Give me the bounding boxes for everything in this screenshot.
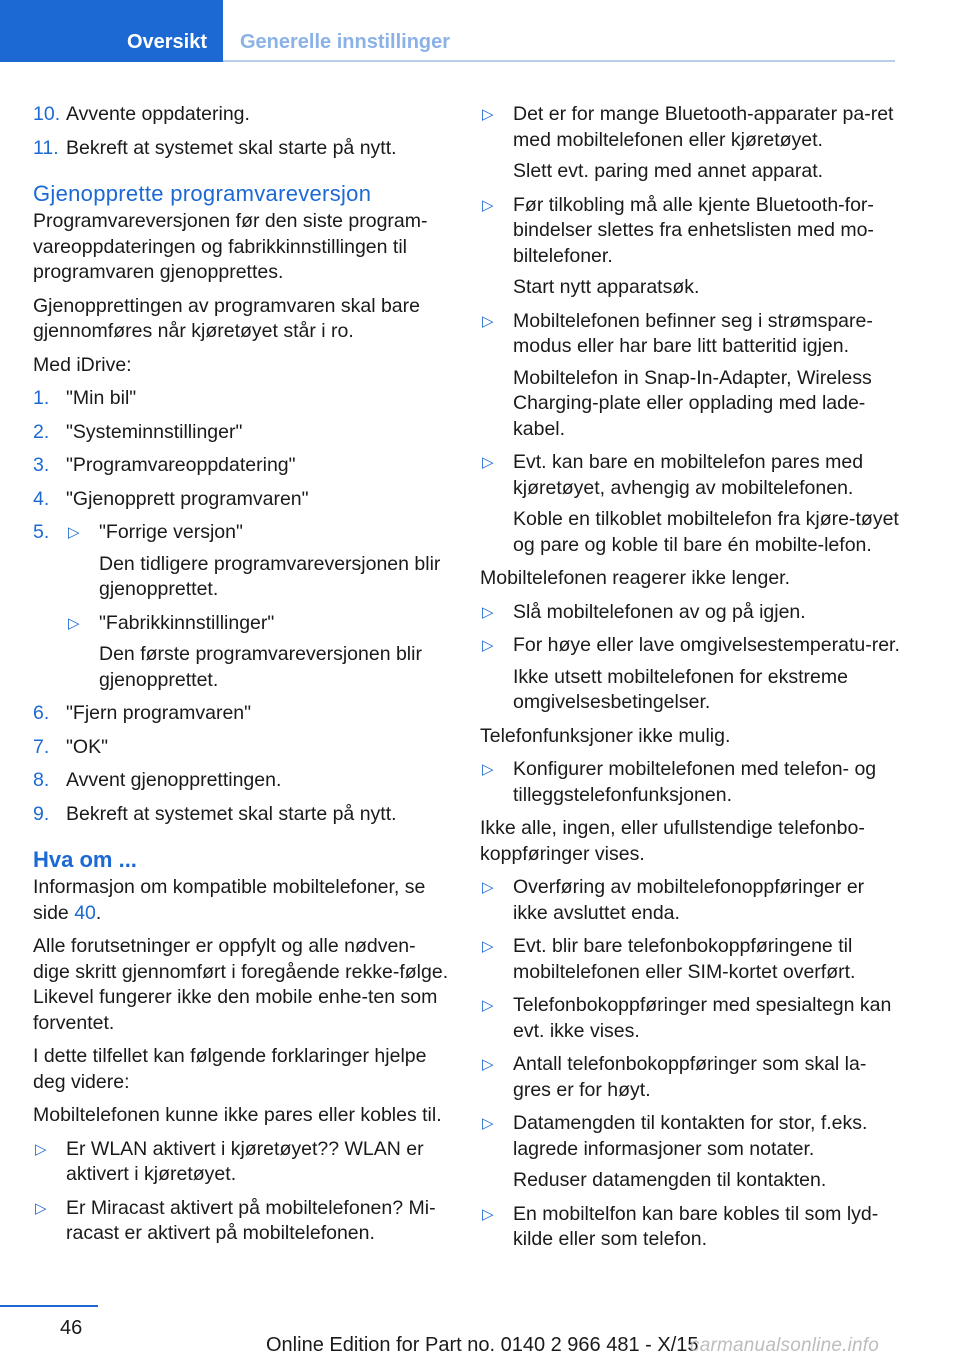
- paragraph: Med iDrive:: [33, 353, 132, 376]
- step-item: [33, 735, 451, 761]
- sub-bullet-text: "Forrige versjon": [99, 521, 243, 543]
- step-item: [33, 701, 451, 727]
- bullet-text: Datamengden til kontakten for stor, f.eks. lagrede informasjoner som notater.: [513, 1112, 868, 1160]
- list-item: [33, 136, 451, 162]
- triangle-bullet-icon: ▷: [35, 1199, 47, 1217]
- step-text: "Programvareoppdatering": [66, 454, 296, 476]
- paragraph: Ikke alle, ingen, eller ufullstendige telefonbo-koppføringer vises.: [480, 817, 865, 865]
- triangle-bullet-icon: ▷: [482, 938, 494, 955]
- step-item: [33, 420, 451, 446]
- bullet-text: Før tilkobling må alle kjente Bluetooth-for-bindelser slettes fra enhetslisten med mo-biltelefoner.: [513, 193, 874, 267]
- right-column: [480, 102, 900, 1261]
- triangle-bullet-icon: ▷: [482, 196, 494, 214]
- step-text: "Systeminnstillinger": [66, 420, 243, 443]
- left-column: [33, 102, 451, 1255]
- bullet-text: En mobiltelfon kan bare kobles til som lyd-kilde eller som telefon.: [513, 1202, 879, 1250]
- page-header: [0, 0, 960, 64]
- bullet-item: [480, 450, 900, 558]
- step-number: 7.: [33, 735, 50, 758]
- bullet-item: [480, 993, 900, 1044]
- paragraph: Mobiltelefonen reagerer ikke lenger.: [480, 567, 791, 589]
- bullet-description: Slett evt. paring med annet apparat.: [513, 160, 824, 182]
- triangle-bullet-icon: ▷: [482, 997, 494, 1014]
- page-number: 46: [60, 1317, 83, 1339]
- step-text: "Fjern programvaren": [66, 702, 252, 724]
- step-number: 4.: [33, 487, 50, 510]
- sub-bullet-text: "Fabrikkinnstillinger": [99, 611, 275, 634]
- triangle-bullet-icon: ▷: [482, 879, 494, 896]
- bullet-item: [33, 1196, 451, 1247]
- step-text: "Min bil": [66, 387, 137, 409]
- step-item: [33, 520, 451, 693]
- paragraph: Programvareversjonen før den siste program-vareoppdateringen og fabrikkinnstillingen til programvaren gjenopprettes.: [33, 210, 428, 283]
- tab-oversikt[interactable]: Oversikt: [126, 31, 207, 53]
- triangle-bullet-icon: ▷: [482, 312, 494, 330]
- bullet-text: Det er for mange Bluetooth-apparater pa-ret med mobiltelefonen eller kjøretøyet.: [513, 103, 894, 151]
- step-text: "OK": [66, 735, 109, 758]
- triangle-bullet-icon: ▷: [482, 761, 494, 778]
- paragraph: Alle forutsetninger er oppfylt og alle nødven-dige skritt gjennomført i foregående rekke-følge. Likevel fungerer ikke den mobile enhe-ten som forventet.: [33, 935, 449, 1034]
- watermark: carmanualsonline.info: [690, 1335, 880, 1356]
- step-number: 6.: [33, 702, 50, 724]
- step-text: Avvent gjenopprettingen.: [66, 769, 282, 791]
- bullet-text: Slå mobiltelefonen av og på igjen.: [513, 600, 806, 623]
- paragraph: Telefonfunksjoner ikke mulig.: [480, 724, 731, 747]
- edition-note: Online Edition for Part no. 0140 2 966 481 - X/15: [266, 1334, 699, 1356]
- bullet-text: Telefonbokoppføringer med spesialtegn kan evt. ikke vises.: [513, 994, 892, 1042]
- bullet-text: Overføring av mobiltelefonoppføringer er ikke avsluttet enda.: [513, 876, 865, 924]
- sub-bullet: [66, 611, 451, 694]
- section-heading-what-if: Hva om ...: [33, 847, 137, 872]
- paragraph: I dette tilfellet kan følgende forklaringer hjelpe deg videre:: [33, 1045, 427, 1093]
- item-number: 10.: [33, 103, 61, 125]
- bullet-item: [480, 1111, 900, 1194]
- bullet-text: For høye eller lave omgivelsestemperatu-rer.: [513, 634, 900, 656]
- item-text: Avvente oppdatering.: [66, 103, 250, 125]
- footer-rule: [0, 1305, 98, 1307]
- step-number: 9.: [33, 802, 50, 825]
- sub-bullet-description: Den første programvareversjonen blir gjenopprettet.: [99, 643, 422, 691]
- triangle-bullet-icon: ▷: [482, 1205, 494, 1223]
- bullet-text: Mobiltelefonen befinner seg i strømspare-modus eller har bare litt batteritid igjen.: [513, 309, 873, 357]
- triangle-bullet-icon: ▷: [482, 637, 494, 654]
- bullet-item: [480, 193, 900, 301]
- tab-generelle-innstillinger[interactable]: Generelle innstillinger: [240, 31, 451, 53]
- item-text: Bekreft at systemet skal starte på nytt.: [66, 136, 397, 159]
- triangle-bullet-icon: ▷: [482, 1056, 494, 1073]
- step-text: Bekreft at systemet skal starte på nytt.: [66, 802, 397, 825]
- triangle-bullet-icon: ▷: [482, 106, 494, 123]
- bullet-text: Evt. blir bare telefonbokoppføringene til mobiltelefonen eller SIM-kortet overført.: [513, 935, 856, 983]
- bullet-description: Mobiltelefon in Snap-In-Adapter, Wireless Charging-plate eller opplading med lade-kabel.: [513, 366, 872, 440]
- paragraph: [33, 875, 451, 926]
- header-rule: [223, 60, 895, 62]
- section-heading-restore: Gjenopprette programvareversjon: [33, 181, 372, 206]
- bullet-description: Koble en tilkoblet mobiltelefon fra kjøre-tøyet og pare og koble til bare én mobilte-lefon.: [513, 508, 899, 556]
- step-item: [33, 802, 451, 828]
- step-text: "Gjenopprett programvaren": [66, 487, 309, 510]
- triangle-bullet-icon: ▷: [482, 1115, 494, 1132]
- bullet-text: Er Miracast aktivert på mobiltelefonen? Mi-racast er aktivert på mobiltelefonen.: [66, 1196, 436, 1244]
- bullet-description: Start nytt apparatsøk.: [513, 276, 700, 298]
- paragraph-text: Informasjon om kompatible mobiltelefoner, se side: [33, 876, 426, 924]
- list-item: [33, 102, 451, 128]
- triangle-bullet-icon: ▷: [68, 614, 80, 632]
- bullet-item: [480, 633, 900, 716]
- bullet-text: Er WLAN aktivert i kjøretøyet?? WLAN er aktivert i kjøretøyet.: [66, 1137, 424, 1185]
- step-item: [33, 453, 451, 479]
- page-link[interactable]: 40: [74, 901, 96, 924]
- bullet-item: [480, 600, 900, 626]
- bullet-text: Konfigurer mobiltelefonen med telefon- og tilleggstelefonfunksjonen.: [513, 758, 877, 806]
- step-item: [33, 487, 451, 513]
- paragraph: Mobiltelefonen kunne ikke pares eller kobles til.: [33, 1104, 442, 1126]
- triangle-bullet-icon: ▷: [35, 1140, 47, 1158]
- step-item: [33, 386, 451, 412]
- item-number: 11.: [33, 136, 59, 159]
- paragraph-text: .: [95, 901, 102, 924]
- bullet-text: Evt. kan bare en mobiltelefon pares med kjøretøyet, avhengig av mobiltelefonen.: [513, 451, 864, 499]
- bullet-item: [480, 309, 900, 443]
- step-number: 2.: [33, 420, 50, 443]
- bullet-description: Reduser datamengden til kontakten.: [513, 1169, 827, 1191]
- bullet-item: [480, 1202, 900, 1253]
- bullet-item: [480, 102, 900, 185]
- bullet-item: [480, 1052, 900, 1103]
- step-number: 5.: [33, 521, 50, 543]
- triangle-bullet-icon: ▷: [68, 524, 80, 541]
- bullet-item: [480, 934, 900, 985]
- triangle-bullet-icon: ▷: [482, 454, 494, 471]
- bullet-item: [480, 757, 900, 808]
- step-number: 3.: [33, 454, 50, 476]
- sub-bullet-description: Den tidligere programvareversjonen blir gjenopprettet.: [99, 552, 441, 600]
- step-item: [33, 768, 451, 794]
- sub-bullet: [66, 520, 451, 603]
- bullet-item: [480, 875, 900, 926]
- bullet-description: Ikke utsett mobiltelefonen for ekstreme omgivelsesbetingelser.: [513, 665, 848, 713]
- step-number: 8.: [33, 769, 50, 791]
- bullet-item: [33, 1137, 451, 1188]
- step-number: 1.: [33, 387, 50, 409]
- triangle-bullet-icon: ▷: [482, 603, 494, 621]
- paragraph: Gjenopprettingen av programvaren skal bare gjennomføres når kjøretøyet står i ro.: [33, 294, 420, 342]
- bullet-text: Antall telefonbokoppføringer som skal la-gres er for høyt.: [513, 1053, 867, 1101]
